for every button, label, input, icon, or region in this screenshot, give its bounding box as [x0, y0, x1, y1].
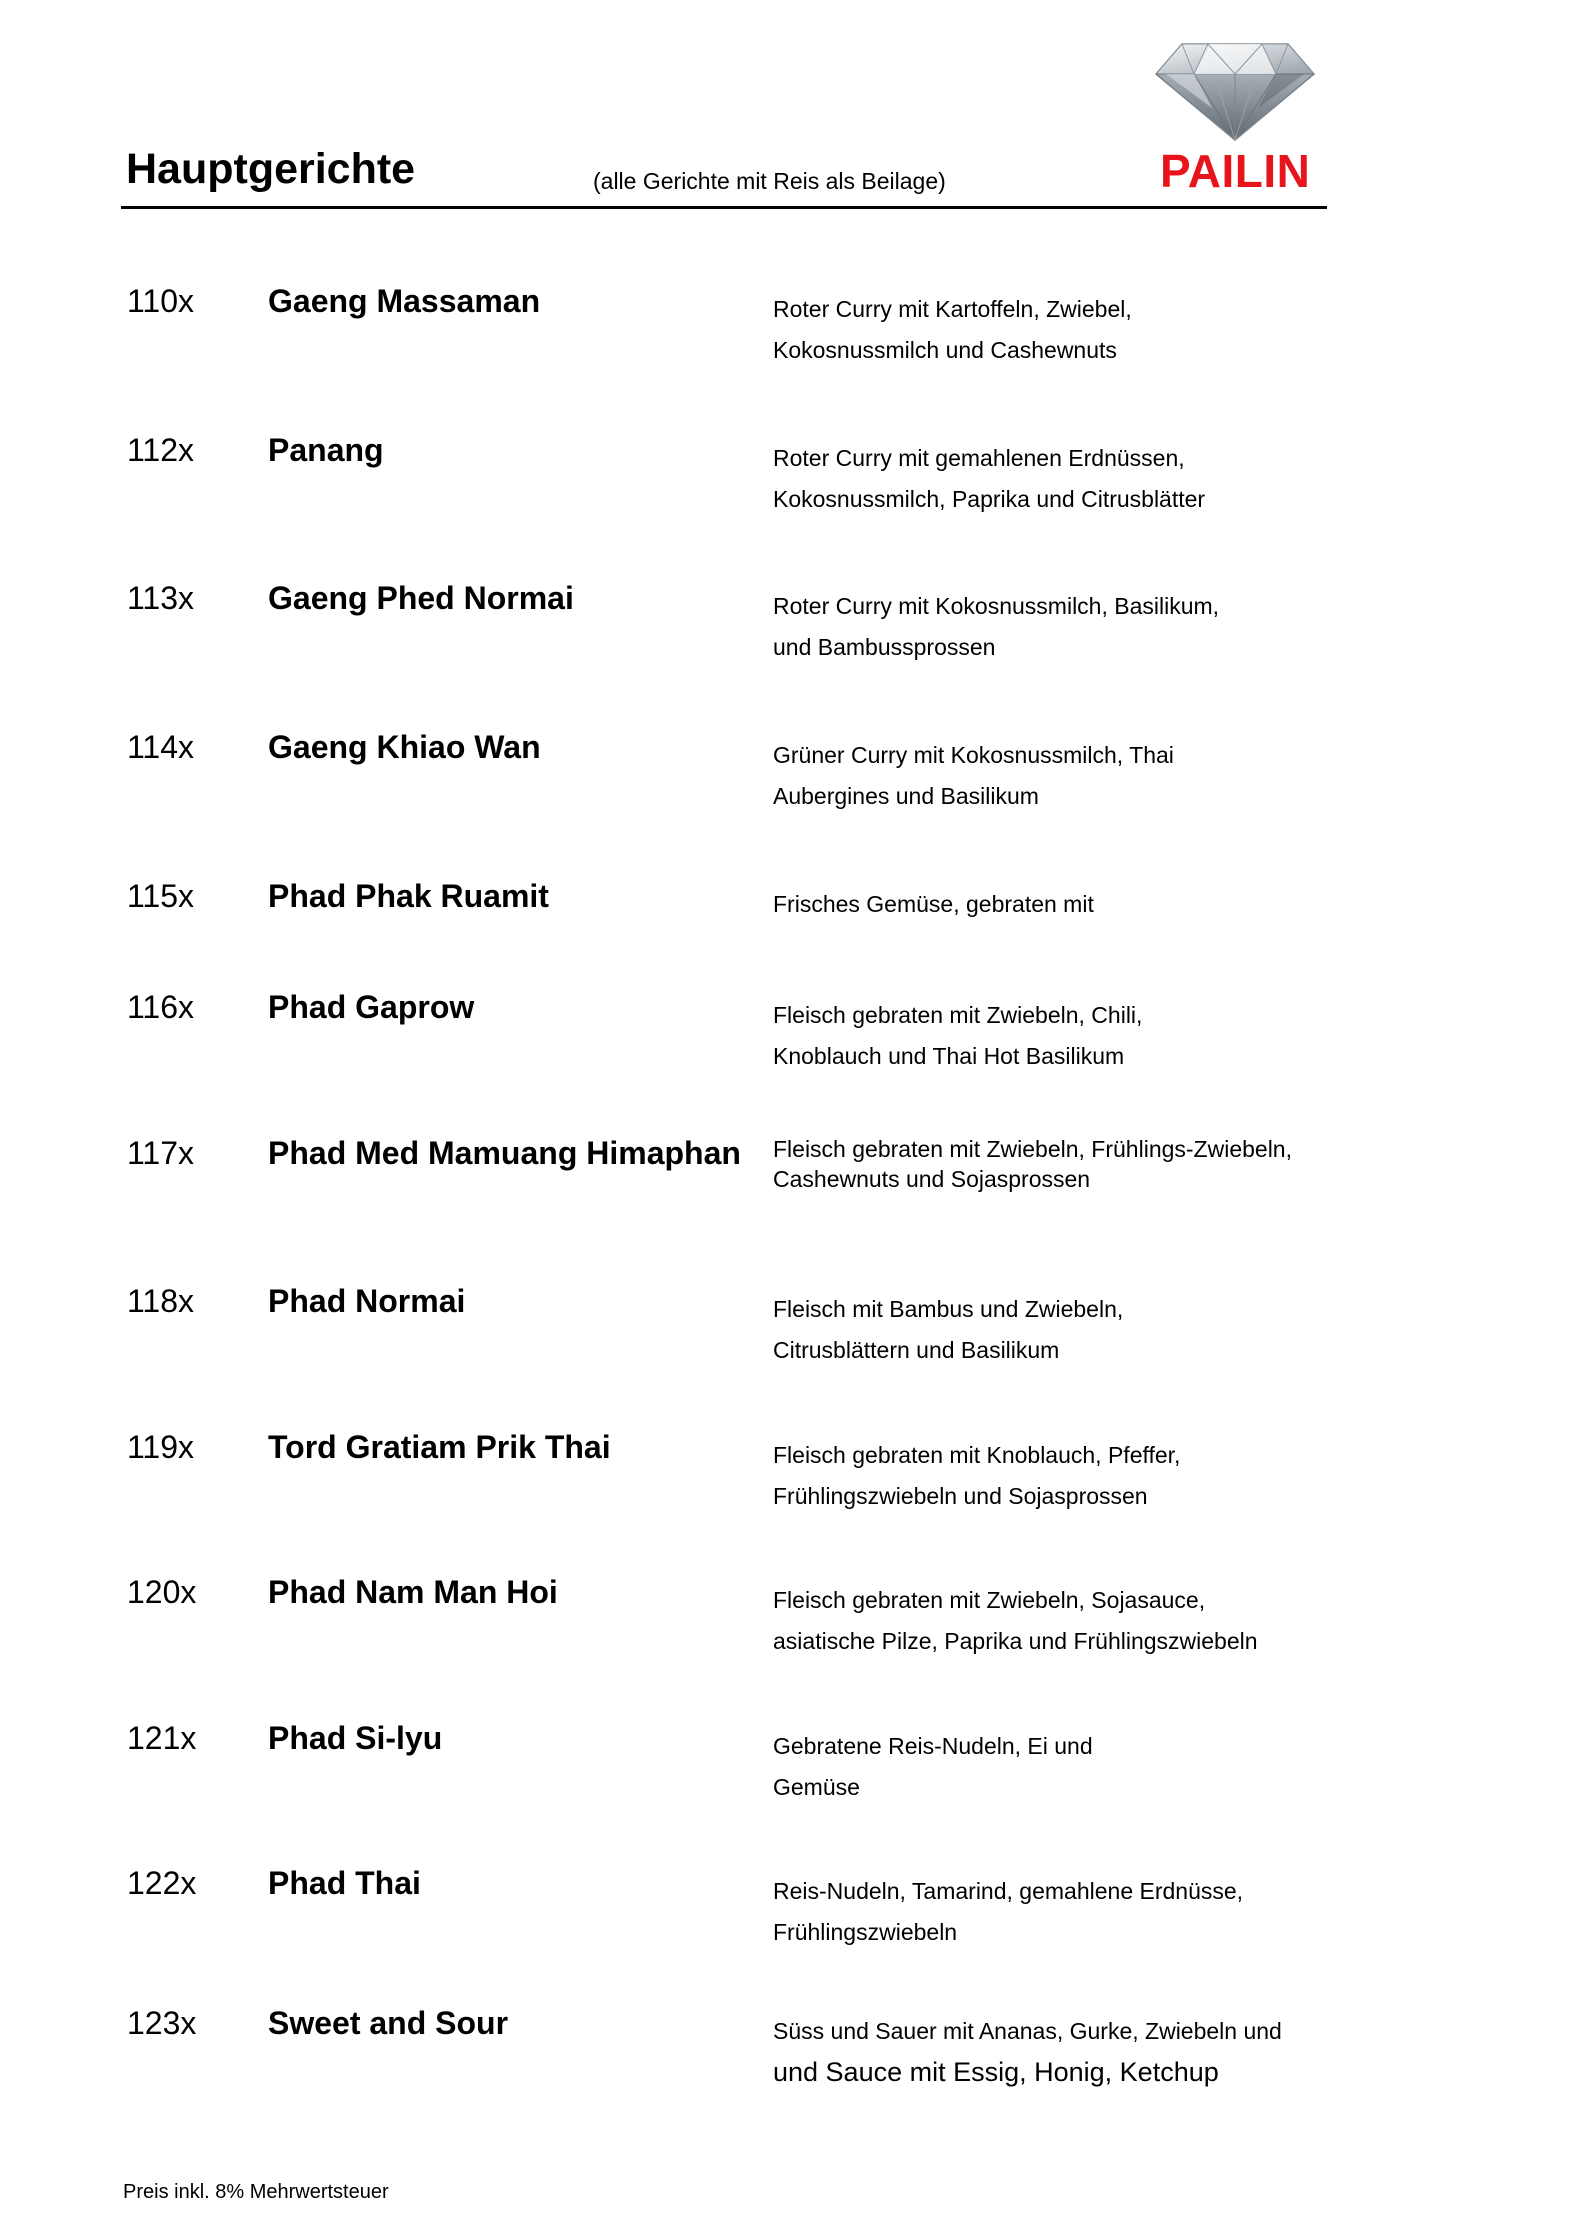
description-line: Citrusblättern und Basilikum	[773, 1337, 1060, 1363]
menu-item	[0, 1431, 1571, 1541]
item-name: Gaeng Phed Normai	[268, 580, 574, 616]
item-name: Gaeng Khiao Wan	[268, 729, 541, 765]
description-line: Grüner Curry mit Kokosnussmilch, Thai	[773, 742, 1174, 768]
menu-item	[0, 1722, 1571, 1832]
item-description	[773, 1435, 1180, 1517]
item-description	[773, 289, 1132, 371]
item-number: 123x	[127, 2005, 197, 2041]
description-line: Reis-Nudeln, Tamarind, gemahlene Erdnüsse,	[773, 1878, 1244, 1904]
item-description	[773, 884, 1094, 925]
restaurant-logo	[1148, 38, 1318, 198]
item-number: 121x	[127, 1720, 197, 1756]
menu-item	[0, 991, 1571, 1101]
description-line: Frisches Gemüse, gebraten mit	[773, 891, 1094, 917]
description-line: Frühlingszwiebeln und Sojasprossen	[773, 1483, 1148, 1509]
menu-item	[0, 1137, 1571, 1247]
description-line: Süss und Sauer mit Ananas, Gurke, Zwiebeln und	[773, 2018, 1282, 2044]
item-description	[773, 1580, 1258, 1662]
description-line: Gebratene Reis-Nudeln, Ei und	[773, 1733, 1093, 1759]
header-divider	[121, 206, 1327, 209]
description-line: und Bambussprossen	[773, 634, 996, 660]
page-subtitle: (alle Gerichte mit Reis als Beilage)	[593, 168, 946, 194]
item-description	[773, 1289, 1123, 1371]
menu-item	[0, 880, 1571, 990]
item-number: 120x	[127, 1574, 197, 1610]
menu-item	[0, 1285, 1571, 1395]
item-number: 118x	[127, 1283, 195, 1319]
item-name: Gaeng Massaman	[268, 283, 541, 319]
item-number: 113x	[127, 580, 195, 616]
menu-item	[0, 2007, 1571, 2117]
menu-item	[0, 731, 1571, 841]
description-line: Roter Curry mit Kokosnussmilch, Basilikum,	[773, 593, 1220, 619]
description-line: und Sauce mit Essig, Honig, Ketchup	[773, 2057, 1219, 2087]
item-number: 117x	[127, 1135, 195, 1171]
logo-text: PAILIN	[1160, 145, 1311, 197]
item-name: Phad Normai	[268, 1283, 466, 1319]
description-line: Knoblauch und Thai Hot Basilikum	[773, 1043, 1125, 1069]
description-line: Roter Curry mit gemahlenen Erdnüssen,	[773, 445, 1185, 471]
description-line: Fleisch gebraten mit Zwiebeln, Sojasauce,	[773, 1587, 1206, 1613]
item-description	[773, 586, 1219, 668]
item-description	[773, 1871, 1243, 1953]
description-line: Kokosnussmilch, Paprika und Citrusblätter	[773, 486, 1206, 512]
item-number: 112x	[127, 432, 195, 468]
item-name: Sweet and Sour	[268, 2005, 509, 2041]
item-number: 115x	[127, 878, 195, 914]
description-line: Fleisch mit Bambus und Zwiebeln,	[773, 1296, 1124, 1322]
item-name: Phad Phak Ruamit	[268, 878, 549, 914]
item-number: 110x	[127, 283, 195, 319]
item-number: 116x	[127, 989, 195, 1025]
description-line: Fleisch gebraten mit Zwiebeln, Frühlings-Zwiebeln,	[773, 1136, 1292, 1162]
item-description	[773, 438, 1205, 520]
description-line: Fleisch gebraten mit Knoblauch, Pfeffer,	[773, 1442, 1181, 1468]
menu-item	[0, 582, 1571, 692]
description-line: Fleisch gebraten mit Zwiebeln, Chili,	[773, 1002, 1143, 1028]
item-description	[773, 995, 1142, 1077]
item-number: 119x	[127, 1429, 195, 1465]
item-name: Phad Thai	[268, 1865, 421, 1901]
item-number: 114x	[127, 729, 195, 765]
item-name: Tord Gratiam Prik Thai	[268, 1429, 611, 1465]
description-line: Kokosnussmilch und Cashewnuts	[773, 337, 1117, 363]
item-name: Panang	[268, 432, 384, 468]
menu-item	[0, 1576, 1571, 1686]
menu-item	[0, 434, 1571, 544]
description-line: Aubergines und Basilikum	[773, 783, 1039, 809]
item-description	[773, 1134, 1292, 1194]
item-name: Phad Gaprow	[268, 989, 475, 1025]
item-name: Phad Nam Man Hoi	[268, 1574, 558, 1610]
description-line: Gemüse	[773, 1774, 860, 1800]
description-line: asiatische Pilze, Paprika und Frühlingszwiebeln	[773, 1628, 1258, 1654]
description-line: Roter Curry mit Kartoffeln, Zwiebel,	[773, 296, 1132, 322]
menu-item	[0, 1867, 1571, 1977]
diamond-icon	[1152, 38, 1318, 142]
menu-item	[0, 285, 1571, 395]
item-description	[773, 735, 1174, 817]
item-description	[773, 1726, 1093, 1808]
item-number: 122x	[127, 1865, 197, 1901]
description-line: Frühlingszwiebeln	[773, 1919, 958, 1945]
item-description	[773, 2011, 1282, 2093]
footer-note: Preis inkl. 8% Mehrwertsteuer	[123, 2181, 389, 2203]
item-name: Phad Med Mamuang Himaphan	[268, 1135, 741, 1171]
item-name: Phad Si-lyu	[268, 1720, 443, 1756]
page-title: Hauptgerichte	[126, 145, 416, 193]
description-line: Cashewnuts und Sojasprossen	[773, 1166, 1091, 1192]
